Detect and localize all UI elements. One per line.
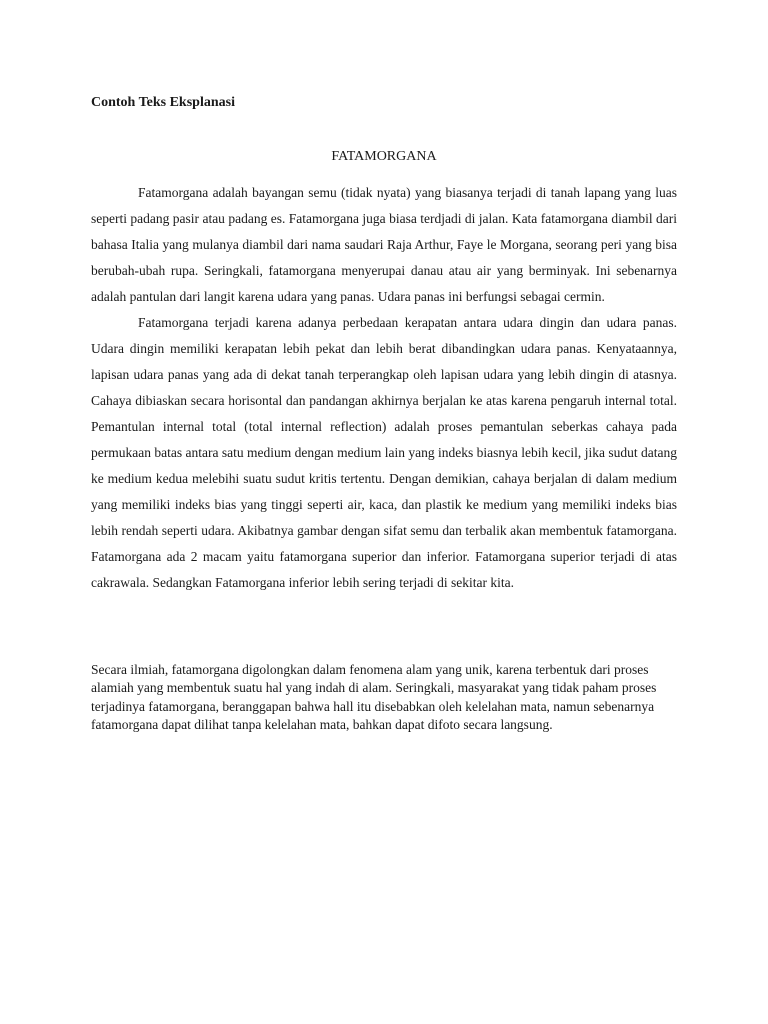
body-paragraph: Fatamorgana adalah bayangan semu (tidak nyata) yang biasanya terjadi di tanah lapang yang luas seperti padang pasir atau padang es. Fatamorgana juga biasa terdjadi di jalan. Kata fatamorgana diambil dari bahasa Italia yang mulanya diambil dari nama saudari Raja Arthur, Faye le Morgana, seorang peri yang bisa berubah-ubah rupa. Seringkali, fatamorgana menyerupai danau atau air yang berminyak. Ini sebenarnya adalah pantulan dari langit karena udara yang panas. Udara panas ini berfungsi sebagai cermin.: [91, 185, 677, 304]
document-heading: Contoh Teks Eksplanasi: [91, 95, 235, 110]
body-paragraph: Fatamorgana terjadi karena adanya perbedaan kerapatan antara udara dingin dan udara panas. Udara dingin memiliki kerapatan lebih pekat dan lebih berat dibandingkan udara panas. Kenyataannya, lapisan udara panas yang ada di dekat tanah terperangkap oleh lapisan udara yang lebih dingin di atasnya. Cahaya dibiaskan secara horisontal dan pandangan akhirnya berjalan ke atas karena pengaruh internal total. Pemantulan internal total (total internal reflection) adalah proses pemantulan seberkas cahaya pada permukaan batas antara satu medium dengan medium lain yang indeks biasnya lebih kecil, jika sudut datang ke medium kedua melebihi suatu sudut kritis tertentu. Dengan demikian, cahaya berjalan di dalam medium yang memiliki indeks bias yang tinggi seperti air, kaca, dan plastik ke medium yang memiliki indeks bias lebih rendah seperti udara. Akibatnya gambar dengan sifat semu dan terbalik akan membentuk fatamorgana. Fatamorgana ada 2 macam yaitu fatamorgana superior dan inferior. Fatamorgana superior terjadi di atas cakrawala. Sedangkan Fatamorgana inferior lebih sering terjadi di sekitar kita.: [91, 315, 677, 590]
closing-paragraph: Secara ilmiah, fatamorgana digolongkan dalam fenomena alam yang unik, karena terbentuk dari proses alamiah yang membentuk suatu hal yang indah di alam. Seringkali, masyarakat yang tidak paham proses terjadinya fatamorgana, beranggapan bahwa hall itu disebabkan oleh kelelahan mata, namun sebenarnya fatamorgana dapat dilihat tanpa kelelahan mata, bahkan dapat difoto secara langsung.: [91, 662, 657, 732]
document-title: FATAMORGANA: [331, 149, 437, 164]
closing-text: [91, 661, 677, 734]
body-text: [91, 180, 677, 596]
